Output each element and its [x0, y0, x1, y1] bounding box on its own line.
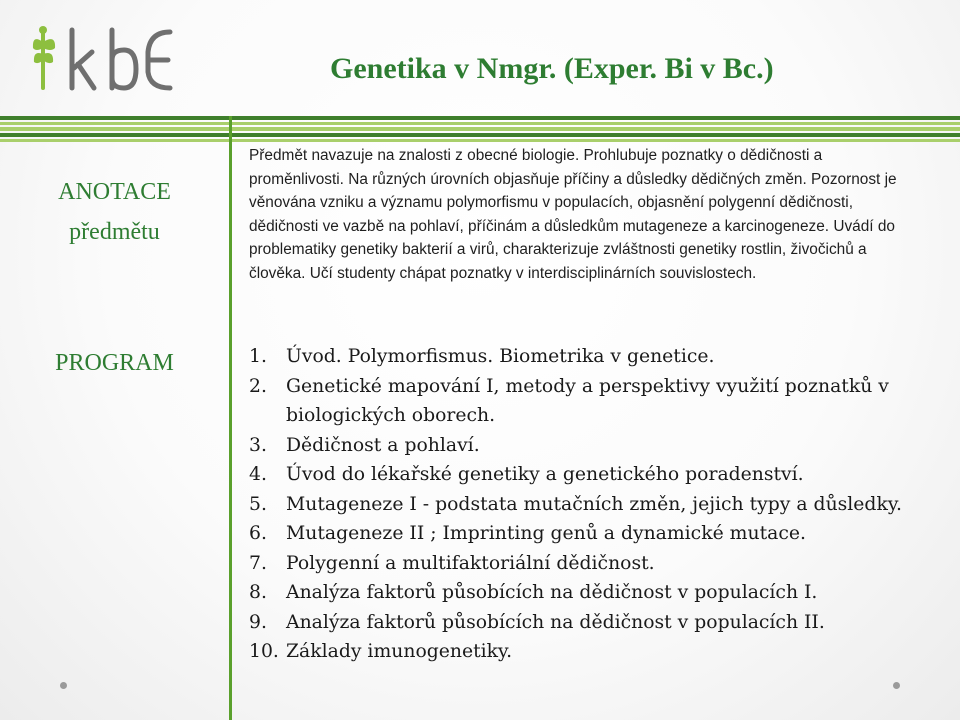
list-item — [249, 490, 939, 520]
program-heading: PROGRAM — [55, 350, 174, 376]
program-list — [249, 342, 939, 667]
list-item-text: Mutageneze II ; Imprinting genů a dynamické mutace. — [286, 523, 806, 544]
list-item — [249, 460, 939, 490]
list-item-text: Analýza faktorů působících na dědičnost v populacích II. — [286, 611, 825, 633]
list-item-number: 6. — [249, 523, 267, 544]
list-item-text: Genetické mapování I, metody a perspektivy využití poznatků v biologických oborech. — [286, 375, 889, 426]
list-item — [249, 578, 939, 608]
annotation-heading-line1: ANOTACE — [58, 179, 171, 205]
slide-title: Genetika v Nmgr. (Exper. Bi v Bc.) — [330, 52, 774, 85]
list-item-text: Základy imunogenetiky. — [286, 641, 513, 662]
list-item-text: Analýza faktorů působících na dědičnost v populacích I. — [286, 582, 818, 603]
list-item-text: Úvod. Polymorfismus. Biometrika v genetice. — [286, 346, 715, 367]
list-item-number: 2. — [249, 375, 267, 397]
list-item-number: 7. — [249, 552, 267, 574]
header-stripes — [0, 116, 960, 142]
list-item — [249, 342, 939, 372]
list-item — [249, 519, 939, 549]
kbe-logo — [30, 22, 180, 98]
list-item — [249, 431, 939, 461]
list-item — [249, 608, 939, 638]
stripe-light — [0, 139, 960, 142]
list-item-number: 3. — [249, 434, 267, 456]
list-item-number: 4. — [249, 464, 267, 485]
list-item-text: Polygenní a multifaktoriální dědičnost. — [286, 552, 655, 574]
stripe-dark — [0, 133, 960, 137]
decorative-dot-right — [893, 682, 900, 689]
list-item-number: 10. — [249, 641, 279, 662]
stripe-light — [0, 122, 960, 125]
list-item-number: 1. — [249, 346, 267, 367]
list-item — [249, 549, 939, 579]
list-item-number: 9. — [249, 611, 267, 633]
list-item-text: Mutageneze I - podstata mutačních změn, jejich typy a důsledky. — [286, 493, 902, 515]
list-item-number: 5. — [249, 493, 267, 515]
list-item — [249, 372, 939, 431]
logo-graphic — [30, 22, 180, 98]
list-item-text: Úvod do lékařské genetiky a genetického poradenství. — [286, 464, 804, 485]
decorative-dot-left — [60, 682, 67, 689]
annotation-heading — [0, 172, 229, 252]
annotation-heading-line2: předmětu — [69, 219, 160, 245]
stripe-dark — [0, 116, 960, 120]
list-item-text: Dědičnost a pohlaví. — [286, 434, 480, 456]
dragonfly-icon — [33, 26, 55, 88]
list-item-number: 8. — [249, 582, 267, 603]
stripe-light — [0, 127, 960, 131]
annotation-text: Předmět navazuje na znalosti z obecné biologie. Prohlubuje poznatky o dědičnosti a proměnlivosti. Na různých úrovních objasňuje příčiny a důsledky dědičných změn. Pozornost je věnována vzniku a významu polymorfismu v populacích, objasnění polygenní dědičnosti, dědičnosti ve vazbě na pohlaví, příčinám a důsledkům mutageneze a karcinogeneze. Uvádí do problematiky genetiky bakterií a virů, charakterizuje zvláštnosti genetiky rostlin, živočichů a člověka. Učí studenty chápat poznatky v interdisciplinárních souvislostech. — [249, 147, 897, 282]
list-item — [249, 637, 939, 667]
vertical-divider — [229, 116, 232, 720]
